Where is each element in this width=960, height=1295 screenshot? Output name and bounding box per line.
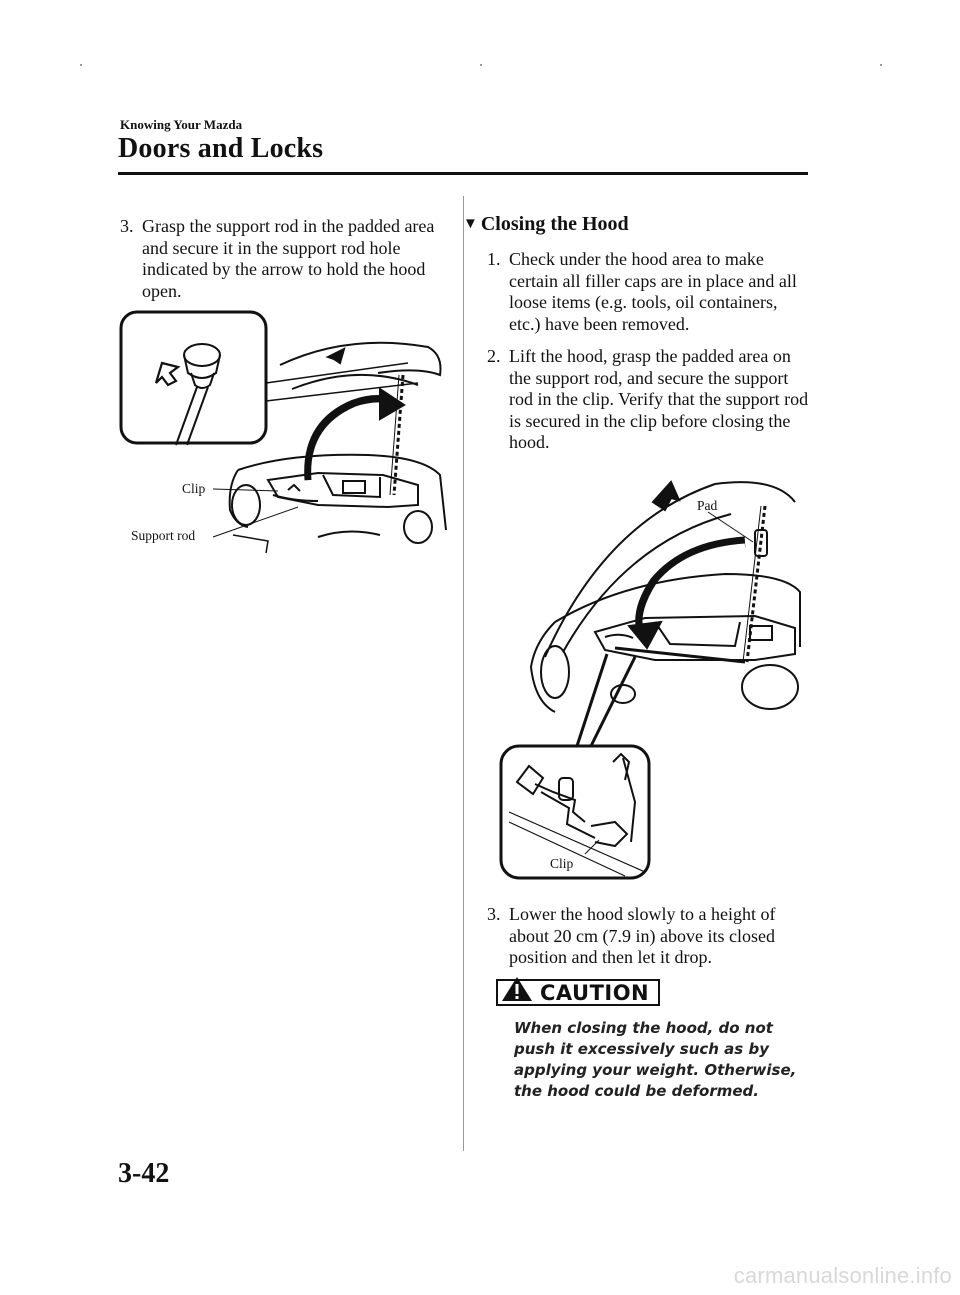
page-number: 3-42 (118, 1158, 170, 1189)
watermark: carmanualsonline.info (733, 1263, 952, 1288)
subheading (463, 213, 629, 236)
warning-triangle-icon (500, 975, 534, 1003)
clip-label: Clip (182, 481, 206, 496)
registration-dot (880, 64, 882, 66)
registration-dot (480, 64, 482, 66)
subheading-text: Closing the Hood (480, 213, 629, 235)
step-number: 3. (120, 216, 134, 236)
right-step-1 (487, 249, 807, 335)
registration-dot (80, 64, 82, 66)
step-number: 2. (487, 346, 501, 366)
step-text: Lift the hood, grasp the padded area on the support rod, and secure the support rod in the clip. Verify that the support rod is secured in the clip before closing the hood. (509, 346, 809, 452)
right-step-2 (487, 346, 809, 454)
step-number: 1. (487, 249, 501, 269)
step-text: Lower the hood slowly to a height of about 20 cm (7.9 in) above its closed position and then let it drop. (509, 904, 776, 967)
clip-label-right: Clip (550, 856, 574, 871)
page-title: Doors and Locks (118, 133, 324, 164)
section-label: Knowing Your Mazda (120, 117, 243, 132)
caution-heading (496, 979, 660, 1006)
step-text: Check under the hood area to make certain all filler caps are in place and all loose items (e.g. tools, oil containers, etc.) have been removed. (509, 249, 797, 334)
support-rod-label: Support rod (131, 528, 196, 543)
support-rod-illustration (118, 305, 458, 565)
closing-hood-illustration (495, 462, 815, 882)
left-step-3 (120, 216, 440, 302)
column-divider (463, 196, 464, 1151)
caution-text: When closing the hood, do not push it excessively such as by applying your weight. Otherwise, the hood could be deformed. (514, 1019, 797, 1100)
triangle-bullet-icon: ▼ (463, 216, 478, 232)
header-rule (118, 172, 808, 175)
step-text: Grasp the support rod in the padded area and secure it in the support rod hole indicated by the arrow to hold the hood open. (142, 216, 435, 301)
right-step-3 (487, 904, 807, 969)
pad-label: Pad (697, 498, 718, 513)
step-number: 3. (487, 904, 501, 924)
caution-label: CAUTION (540, 980, 650, 1005)
